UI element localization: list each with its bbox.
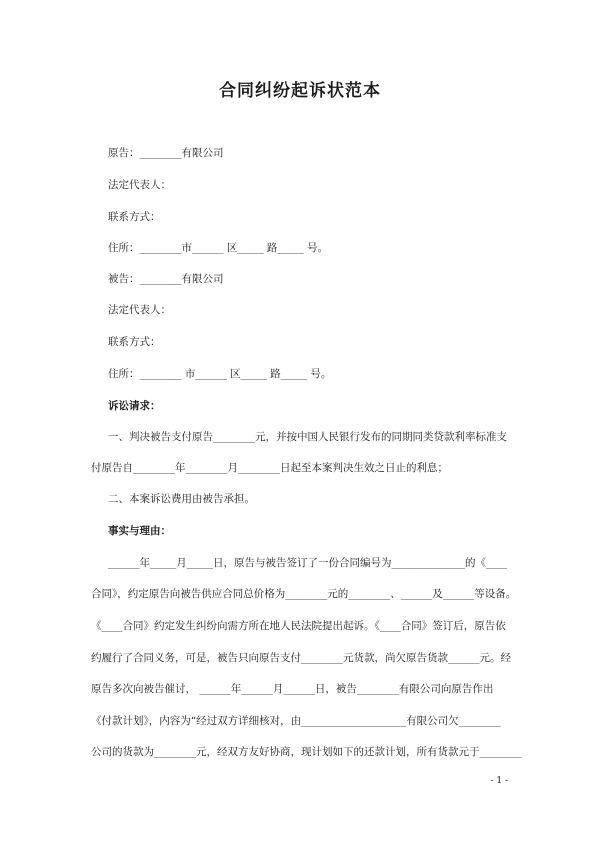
document-title: 合同纠纷起诉状范本 (219, 81, 381, 101)
facts-line: 合同》，约定原告向被告供应合同总价格为________元的________、______及______等设备。 (91, 588, 517, 600)
facts-line: 《付款计划》，内容为“经过双方详细核对，由____________________有限公司欠________ (91, 715, 501, 727)
facts-line: 《____合同》约定发生纠纷向需方所在地人民法院提出起诉。《____合同》签订后，原告依 (91, 620, 506, 632)
claims-heading: 诉讼请求： (108, 400, 161, 412)
facts-heading: 事实与理由： (108, 525, 171, 537)
defendant-address: 住所：________ 市______ 区_____ 路_____ 号。 (108, 368, 332, 380)
plaintiff-legal-representative: 法定代表人： (108, 179, 171, 191)
facts-line: 公司的货款为________元，经双方友好协商，现计划如下的还款计划，所有货款元于________ (91, 746, 522, 758)
defendant-name: 被告：________有限公司 (108, 273, 224, 285)
page-number: - 1 - (490, 776, 508, 786)
facts-line: 约履行了合同义务，可是，被告只向原告支付________元货款，尚欠原告货款______元。经 (91, 652, 511, 664)
plaintiff-name: 原告：________有限公司 (108, 147, 224, 159)
claim-item-1-line-1: 一、判决被告支付原告________元，并按中国人民银行发布的同期同类贷款利率标准支 (108, 431, 507, 443)
claim-item-2: 二、本案诉讼费用由被告承担。 (108, 493, 255, 505)
facts-line: 原告多次向被告催讨， ______年______月______日，被告________有限公司向原告作出 (91, 683, 494, 695)
defendant-contact: 联系方式： (108, 336, 161, 348)
claim-item-1-line-2: 付原告自________年________月________日起至本案判决生效之日止的利息； (91, 462, 448, 474)
plaintiff-address: 住所：________市______ 区_____ 路_____ 号。 (108, 242, 329, 254)
plaintiff-contact: 联系方式： (108, 211, 161, 223)
defendant-legal-representative: 法定代表人： (108, 304, 171, 316)
facts-line: ______年_____月_____日，原告与被告签订了一份合同编号为______________的《____ (108, 557, 507, 569)
